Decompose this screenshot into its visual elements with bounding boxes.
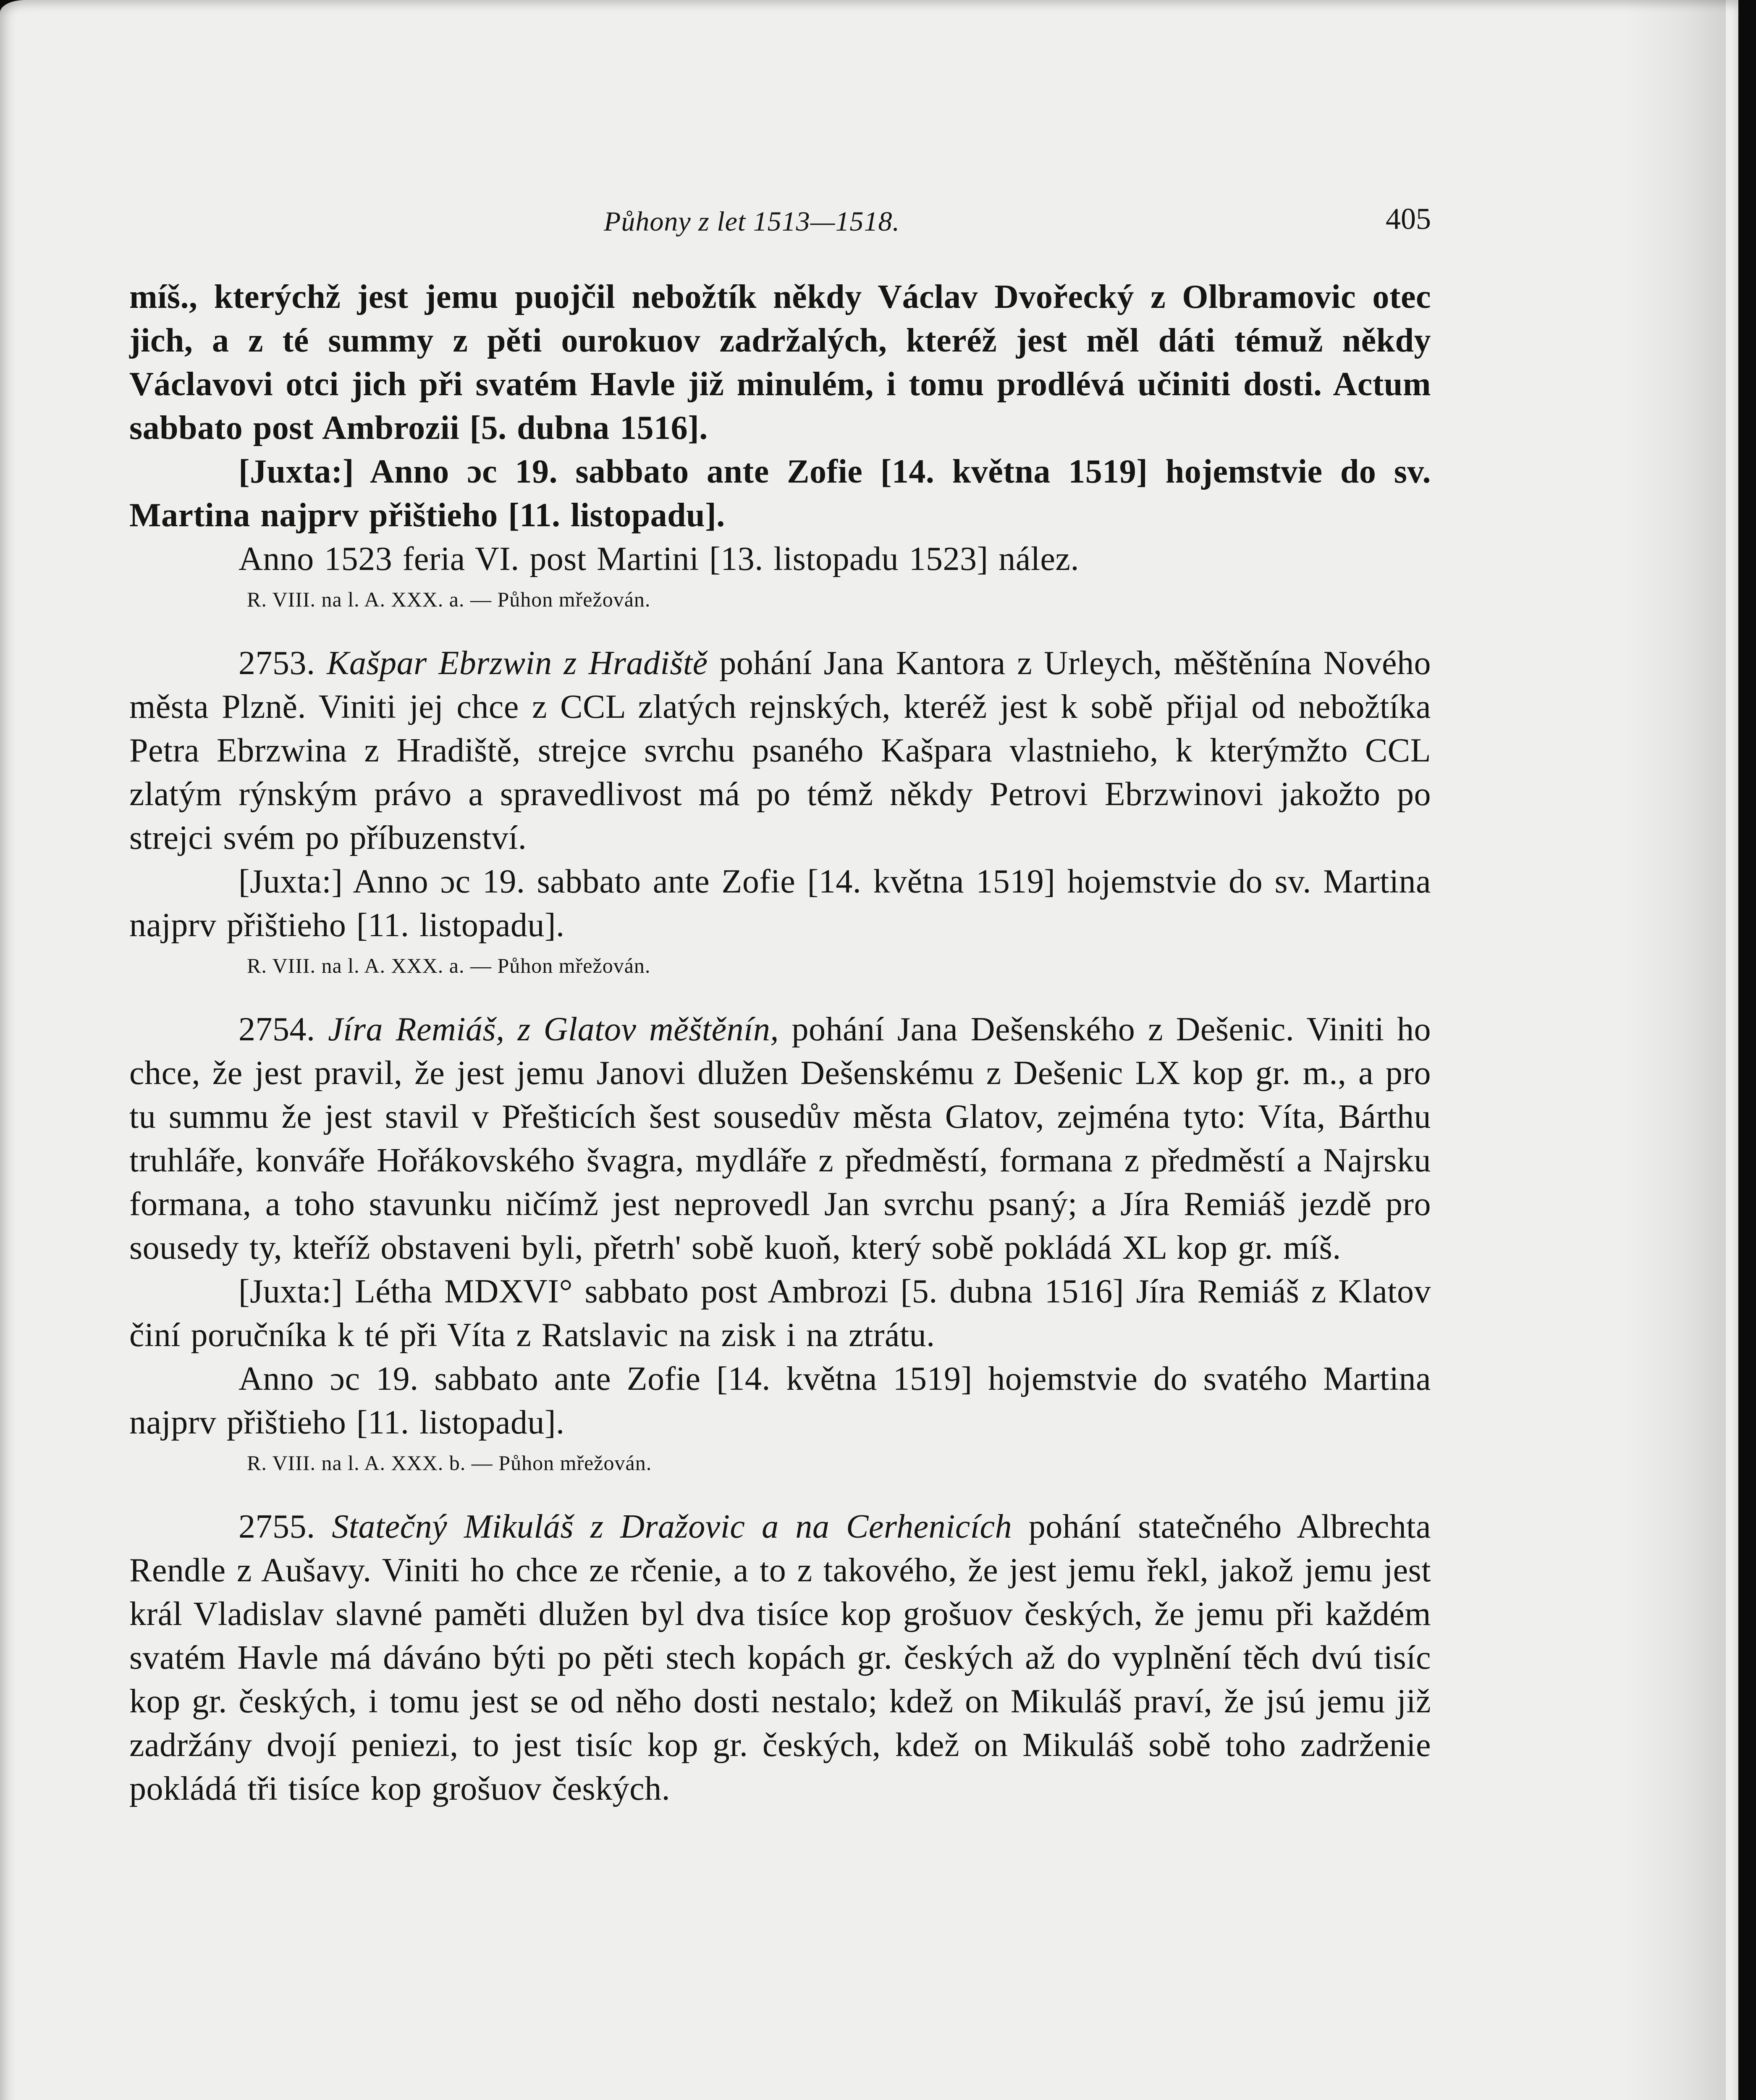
entry-2753-name: Kašpar Ebrzwin z Hradiště	[327, 645, 708, 682]
running-title: Půhony z let 1513—1518.	[604, 206, 900, 237]
entry-2755-text: pohání statečného Albrechta Rendle z Aušavy. Viniti ho chce ze rčenie, a to z takového, že jest jemu řekl, jakož jemu jest král Vladislav slavné paměti dlužen byl dva tisíce kop grošuov českých, že jemu při každém svatém Havle má dáváno býti po pěti stech kopách gr. českých až do vyplnění těch dvú tisíc kop gr. českých, i tomu jest se od něho dosti nestalo; kdež on Mikuláš praví, že jsú jemu již zadržány dvojí peniezi, to jest tisíc kop gr. českých, kdež on Mikuláš sobě toho zadrženie pokládá tři tisíce kop grošuov českých.	[129, 1508, 1431, 1807]
entry-2753-text: pohání Jana Kantora z Urleych, měštěnína Nového města Plzně. Viniti jej chce z CCL zlatých rejnských, kteréž jest k sobě přijal od nebožtíka Petra Ebrzwina z Hradiště, strejce svrchu psaného Kašpara vlastnieho, k kterýmžto CCL zlatým rýnským právo a spravedlivost má po témž někdy Petrovi Ebrzwinovi jakožto po strejci svém po příbuzenství.	[129, 645, 1431, 856]
entry-2753-source: R. VIII. na l. A. XXX. a. — Půhon mřežován.	[247, 954, 651, 977]
entry-2754-source: R. VIII. na l. A. XXX. b. — Půhon mřežován.	[247, 1451, 652, 1475]
page-edge-shadow	[1625, 0, 1726, 2100]
running-head	[129, 202, 1431, 252]
entry-2753-number: 2753.	[239, 645, 315, 682]
page-content	[129, 202, 1431, 1811]
entry-2754	[129, 1008, 1431, 1270]
entry-2754-juxta: [Juxta:] Létha MDXVI° sabbato post Ambrozi [5. dubna 1516] Jíra Remiáš z Klatov činí poručníka k té při Víta z Ratslavic na zisk i na ztrátu.	[129, 1273, 1431, 1354]
entry-2754-anno: Anno ɔc 19. sabbato ante Zofie [14. května 1519] hojemstvie do svatého Martina najprv přištieho [11. listopadu].	[129, 1360, 1431, 1441]
entry-2755-number: 2755.	[239, 1508, 315, 1545]
entry-2754-number: 2754.	[239, 1011, 315, 1048]
entry-2753-juxta: [Juxta:] Anno ɔc 19. sabbato ante Zofie [14. května 1519] hojemstvie do sv. Martina najprv přištieho [11. listopadu].	[129, 863, 1431, 944]
entry-2755	[129, 1505, 1431, 1811]
entry-2752-source: R. VIII. na l. A. XXX. a. — Půhon mřežován.	[247, 588, 651, 611]
entry-2755-name: Statečný Mikuláš z Dražovic a na Cerhenicích	[332, 1508, 1012, 1545]
entry-2754-text: pohání Jana Dešenského z Dešenic. Viniti ho chce, že jest pravil, že jest jemu Janovi dlužen Dešenskému z Dešenic LX kop gr. m., a pro tu summu že jest stavil v Přešticích šest sousedův města Glatov, zejména tyto: Víta, Bárthu truhláře, konváře Hořákovského švagra, mydláře z předměstí, formana z předměstí a Najrsku formana, a toho stavunku ničímž jest neprovedl Jan svrchu psaný; a Jíra Remiáš jezdě pro sousedy ty, kteříž obstaveni byli, přetrh' sobě kuoň, který sobě pokládá XL kop gr. míš.	[129, 1011, 1431, 1266]
entry-2752-juxta: [Juxta:] Anno ɔc 19. sabbato ante Zofie [14. května 1519] hojemstvie do sv. Martina najprv přištieho [11. listopadu].	[129, 453, 1431, 534]
entry-2752-continuation: míš., kterýchž jest jemu puojčil nebožtík někdy Václav Dvořecký z Olbramovic otec jich, a z té summy z pěti ourokuov zadržalých, kteréž jest měl dáti témuž někdy Václavovi otci jich při svatém Havle již minulém, i tomu prodlévá učiniti dosti. Actum sabbato post Ambrozii [5. dubna 1516].	[129, 278, 1431, 446]
entry-2752-anno: Anno 1523 feria VI. post Martini [13. listopadu 1523] nález.	[239, 541, 1079, 578]
entry-2753	[129, 641, 1431, 860]
page-number: 405	[1386, 202, 1431, 236]
entry-2754-name: Jíra Remiáš, z Glatov měštěnín,	[328, 1011, 779, 1048]
